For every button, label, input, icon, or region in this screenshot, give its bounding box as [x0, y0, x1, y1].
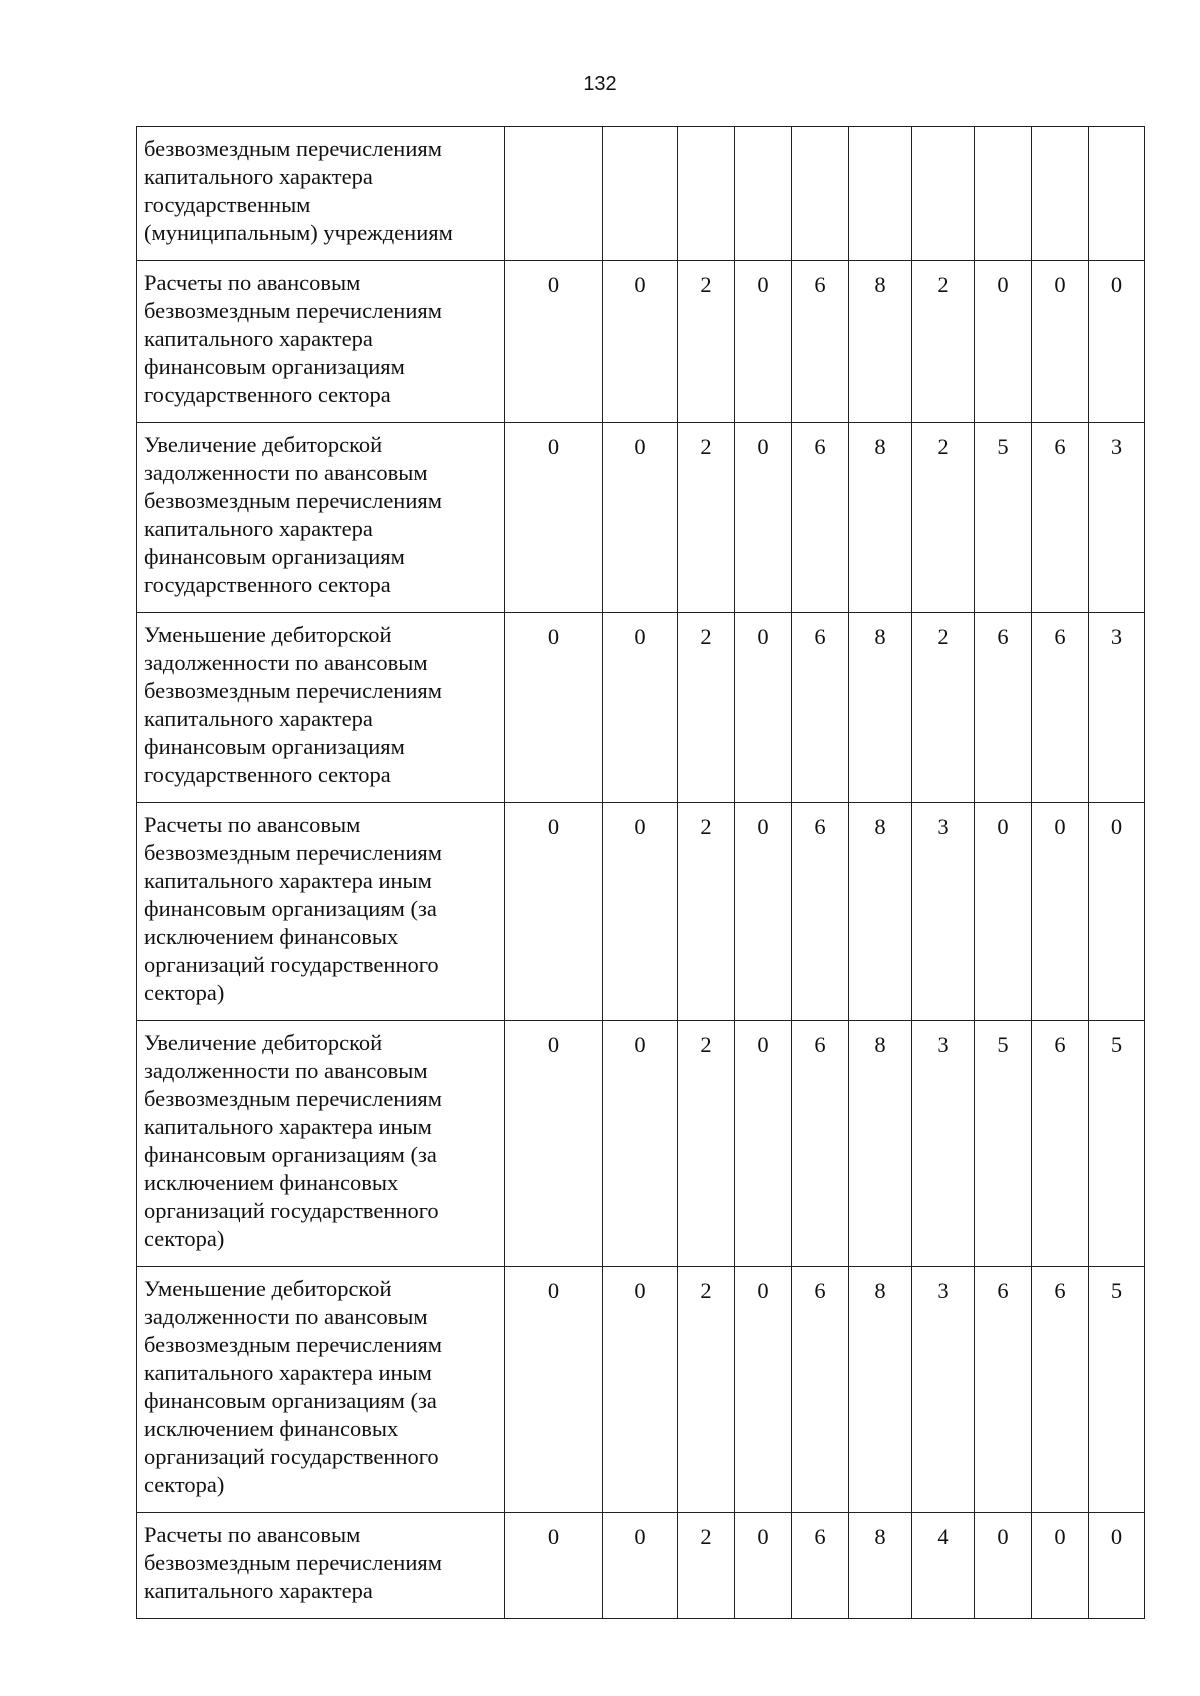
code-digit-cell: 0 — [505, 423, 603, 613]
code-digit-cell: 0 — [1089, 803, 1145, 1021]
code-digit-cell: 6 — [975, 613, 1032, 803]
row-description-cell — [137, 127, 505, 261]
table-row — [137, 803, 1145, 1021]
code-digit-cell: 0 — [735, 613, 792, 803]
code-digit-cell: 0 — [1089, 1513, 1145, 1619]
code-digit-cell: 2 — [678, 423, 735, 613]
row-description: Уменьшение дебиторской задолженности по авансовым безвозмездным перечислениям капитального характера финансовым организациям государственного сектора — [144, 622, 442, 787]
row-description-cell — [137, 803, 505, 1021]
code-digit-cell — [505, 127, 603, 261]
code-digit-cell: 0 — [735, 423, 792, 613]
code-digit-cell: 2 — [912, 613, 975, 803]
table-row — [137, 261, 1145, 423]
row-description-cell — [137, 261, 505, 423]
code-digit-cell: 6 — [792, 613, 849, 803]
code-digit-cell: 0 — [975, 803, 1032, 1021]
code-digit-cell: 0 — [603, 261, 678, 423]
code-digit-cell: 0 — [505, 803, 603, 1021]
row-description: Расчеты по авансовым безвозмездным перечислениям капитального характера — [144, 1522, 442, 1603]
code-digit-cell: 6 — [1032, 1267, 1089, 1513]
code-digit-cell: 5 — [975, 1021, 1032, 1267]
code-digit-cell — [1032, 127, 1089, 261]
code-digit-cell: 2 — [678, 1021, 735, 1267]
code-digit-cell: 2 — [678, 1513, 735, 1619]
code-digit-cell — [1089, 127, 1145, 261]
code-digit-cell: 3 — [1089, 423, 1145, 613]
code-digit-cell: 5 — [1089, 1267, 1145, 1513]
code-digit-cell: 8 — [849, 1513, 912, 1619]
code-digit-cell: 3 — [912, 803, 975, 1021]
code-digit-cell: 6 — [792, 1267, 849, 1513]
code-digit-cell: 0 — [603, 803, 678, 1021]
row-description: Уменьшение дебиторской задолженности по авансовым безвозмездным перечислениям капитального характера иным финансовым организациям (за исключением финансовых организаций государственного сектора) — [144, 1276, 442, 1497]
code-digit-cell: 0 — [505, 1021, 603, 1267]
code-digit-cell — [603, 127, 678, 261]
code-digit-cell: 6 — [792, 1513, 849, 1619]
code-digit-cell: 3 — [912, 1267, 975, 1513]
code-digit-cell: 4 — [912, 1513, 975, 1619]
code-digit-cell: 0 — [603, 613, 678, 803]
accounts-table-container — [136, 126, 1145, 1619]
code-digit-cell: 8 — [849, 1267, 912, 1513]
code-digit-cell: 0 — [505, 1267, 603, 1513]
code-digit-cell: 8 — [849, 803, 912, 1021]
code-digit-cell: 2 — [678, 261, 735, 423]
code-digit-cell: 6 — [792, 261, 849, 423]
code-digit-cell: 5 — [975, 423, 1032, 613]
code-digit-cell: 6 — [975, 1267, 1032, 1513]
code-digit-cell: 6 — [1032, 613, 1089, 803]
table-row — [137, 613, 1145, 803]
code-digit-cell: 3 — [912, 1021, 975, 1267]
code-digit-cell: 0 — [735, 803, 792, 1021]
code-digit-cell: 0 — [1032, 803, 1089, 1021]
code-digit-cell — [792, 127, 849, 261]
code-digit-cell: 0 — [505, 613, 603, 803]
row-description-cell — [137, 423, 505, 613]
code-digit-cell: 0 — [505, 261, 603, 423]
row-description: Расчеты по авансовым безвозмездным перечислениям капитального характера финансовым организациям государственного сектора — [144, 270, 442, 407]
code-digit-cell: 0 — [975, 1513, 1032, 1619]
code-digit-cell: 8 — [849, 423, 912, 613]
code-digit-cell: 6 — [1032, 423, 1089, 613]
code-digit-cell: 0 — [735, 1513, 792, 1619]
code-digit-cell: 0 — [603, 1513, 678, 1619]
code-digit-cell — [975, 127, 1032, 261]
code-digit-cell: 0 — [603, 423, 678, 613]
row-description: Увеличение дебиторской задолженности по авансовым безвозмездным перечислениям капитального характера финансовым организациям государственного сектора — [144, 432, 442, 597]
code-digit-cell: 6 — [792, 1021, 849, 1267]
code-digit-cell: 0 — [1089, 261, 1145, 423]
code-digit-cell: 0 — [735, 261, 792, 423]
row-description: Увеличение дебиторской задолженности по авансовым безвозмездным перечислениям капитального характера иным финансовым организациям (за исключением финансовых организаций государственного сектора) — [144, 1030, 442, 1251]
code-digit-cell: 8 — [849, 613, 912, 803]
code-digit-cell: 6 — [792, 423, 849, 613]
code-digit-cell — [735, 127, 792, 261]
code-digit-cell: 0 — [603, 1267, 678, 1513]
code-digit-cell: 6 — [1032, 1021, 1089, 1267]
row-description-cell — [137, 1267, 505, 1513]
table-row — [137, 127, 1145, 261]
code-digit-cell: 8 — [849, 1021, 912, 1267]
code-digit-cell: 8 — [849, 261, 912, 423]
code-digit-cell: 2 — [912, 423, 975, 613]
table-row — [137, 1513, 1145, 1619]
code-digit-cell: 2 — [678, 803, 735, 1021]
code-digit-cell: 0 — [1032, 261, 1089, 423]
row-description: Расчеты по авансовым безвозмездным перечислениям капитального характера иным финансовым организациям (за исключением финансовых организаций государственного сектора) — [144, 812, 442, 1005]
code-digit-cell — [678, 127, 735, 261]
table-row — [137, 1021, 1145, 1267]
code-digit-cell: 5 — [1089, 1021, 1145, 1267]
row-description-cell — [137, 1513, 505, 1619]
code-digit-cell: 3 — [1089, 613, 1145, 803]
table-body — [137, 127, 1145, 1619]
row-description: безвозмездным перечислениям капитального характера государственным (муниципальным) учреждениям — [144, 136, 453, 245]
page-number: 132 — [583, 73, 617, 95]
code-digit-cell: 2 — [912, 261, 975, 423]
code-digit-cell: 2 — [678, 613, 735, 803]
table-row — [137, 1267, 1145, 1513]
code-digit-cell: 0 — [1032, 1513, 1089, 1619]
code-digit-cell — [912, 127, 975, 261]
code-digit-cell — [849, 127, 912, 261]
code-digit-cell: 6 — [792, 803, 849, 1021]
code-digit-cell: 0 — [735, 1267, 792, 1513]
row-description-cell — [137, 613, 505, 803]
code-digit-cell: 0 — [603, 1021, 678, 1267]
accounts-table — [136, 126, 1145, 1619]
code-digit-cell: 0 — [735, 1021, 792, 1267]
code-digit-cell: 2 — [678, 1267, 735, 1513]
code-digit-cell: 0 — [505, 1513, 603, 1619]
code-digit-cell: 0 — [975, 261, 1032, 423]
table-row — [137, 423, 1145, 613]
row-description-cell — [137, 1021, 505, 1267]
